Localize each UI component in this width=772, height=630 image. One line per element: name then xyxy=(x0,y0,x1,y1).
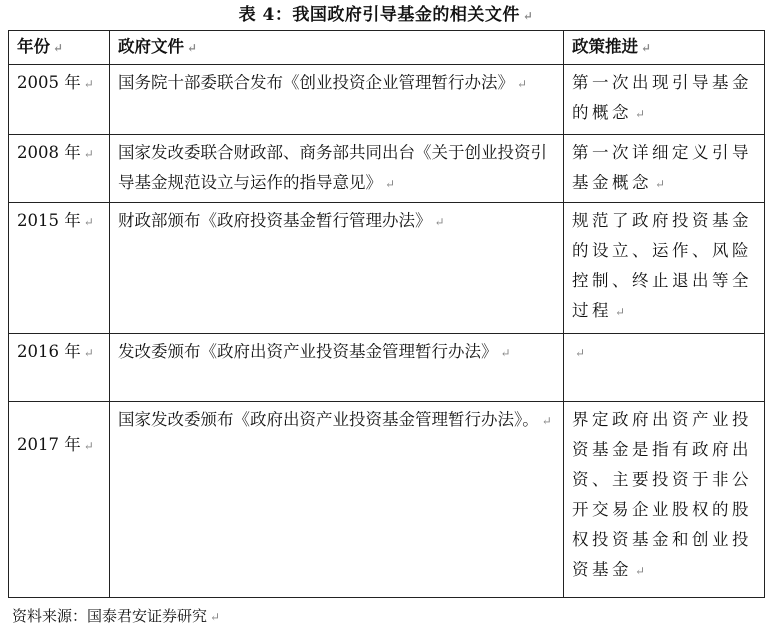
progress-cell: 第一次详细定义引导基金概念 ↵ xyxy=(564,135,765,203)
document-cell: 国家发改委联合财政部、商务部共同出台《关于创业投资引导基金规范设立与运作的指导意见》 ↵ xyxy=(110,135,564,203)
paragraph-mark: ↵ xyxy=(522,9,534,23)
progress-cell: ↵ xyxy=(564,334,765,402)
table-row xyxy=(9,135,765,203)
year-cell: 2008 年 ↵ xyxy=(9,135,110,203)
header-document: 政府文件 ↵ xyxy=(110,31,564,65)
year-cell: 2016 年 ↵ xyxy=(9,334,110,402)
table-title: 表 4：我国政府引导基金的相关文件 ↵ xyxy=(238,5,534,25)
table-row xyxy=(9,402,765,598)
table-row xyxy=(9,65,765,135)
header-year: 年份 ↵ xyxy=(9,31,110,65)
document-cell: 国务院十部委联合发布《创业投资企业管理暂行办法》 ↵ xyxy=(110,65,564,135)
source-note: 资料来源：国泰君安证券研究 ↵ xyxy=(12,607,221,625)
progress-cell: 界定政府出资产业投资基金是指有政府出资、主要投资于非公开交易企业股权的股权投资基金和创业投资基金 ↵ xyxy=(564,402,765,598)
table-header-row xyxy=(9,31,765,65)
year-cell: 2005 年 ↵ xyxy=(9,65,110,135)
progress-cell: 规范了政府投资基金的设立、运作、风险控制、终止退出等全过程 ↵ xyxy=(564,203,765,334)
document-cell: 财政部颁布《政府投资基金暂行管理办法》 ↵ xyxy=(110,203,564,334)
policy-table xyxy=(8,30,765,598)
year-cell: 2017 年 ↵ xyxy=(9,402,110,598)
document-cell: 国家发改委颁布《政府出资产业投资基金管理暂行办法》。 ↵ xyxy=(110,402,564,598)
header-progress: 政策推进 ↵ xyxy=(564,31,765,65)
year-cell: 2015 年 ↵ xyxy=(9,203,110,334)
document-cell: 发改委颁布《政府出资产业投资基金管理暂行办法》 ↵ xyxy=(110,334,564,402)
progress-cell: 第一次出现引导基金的概念 ↵ xyxy=(564,65,765,135)
table-row xyxy=(9,334,765,402)
table-row xyxy=(9,203,765,334)
